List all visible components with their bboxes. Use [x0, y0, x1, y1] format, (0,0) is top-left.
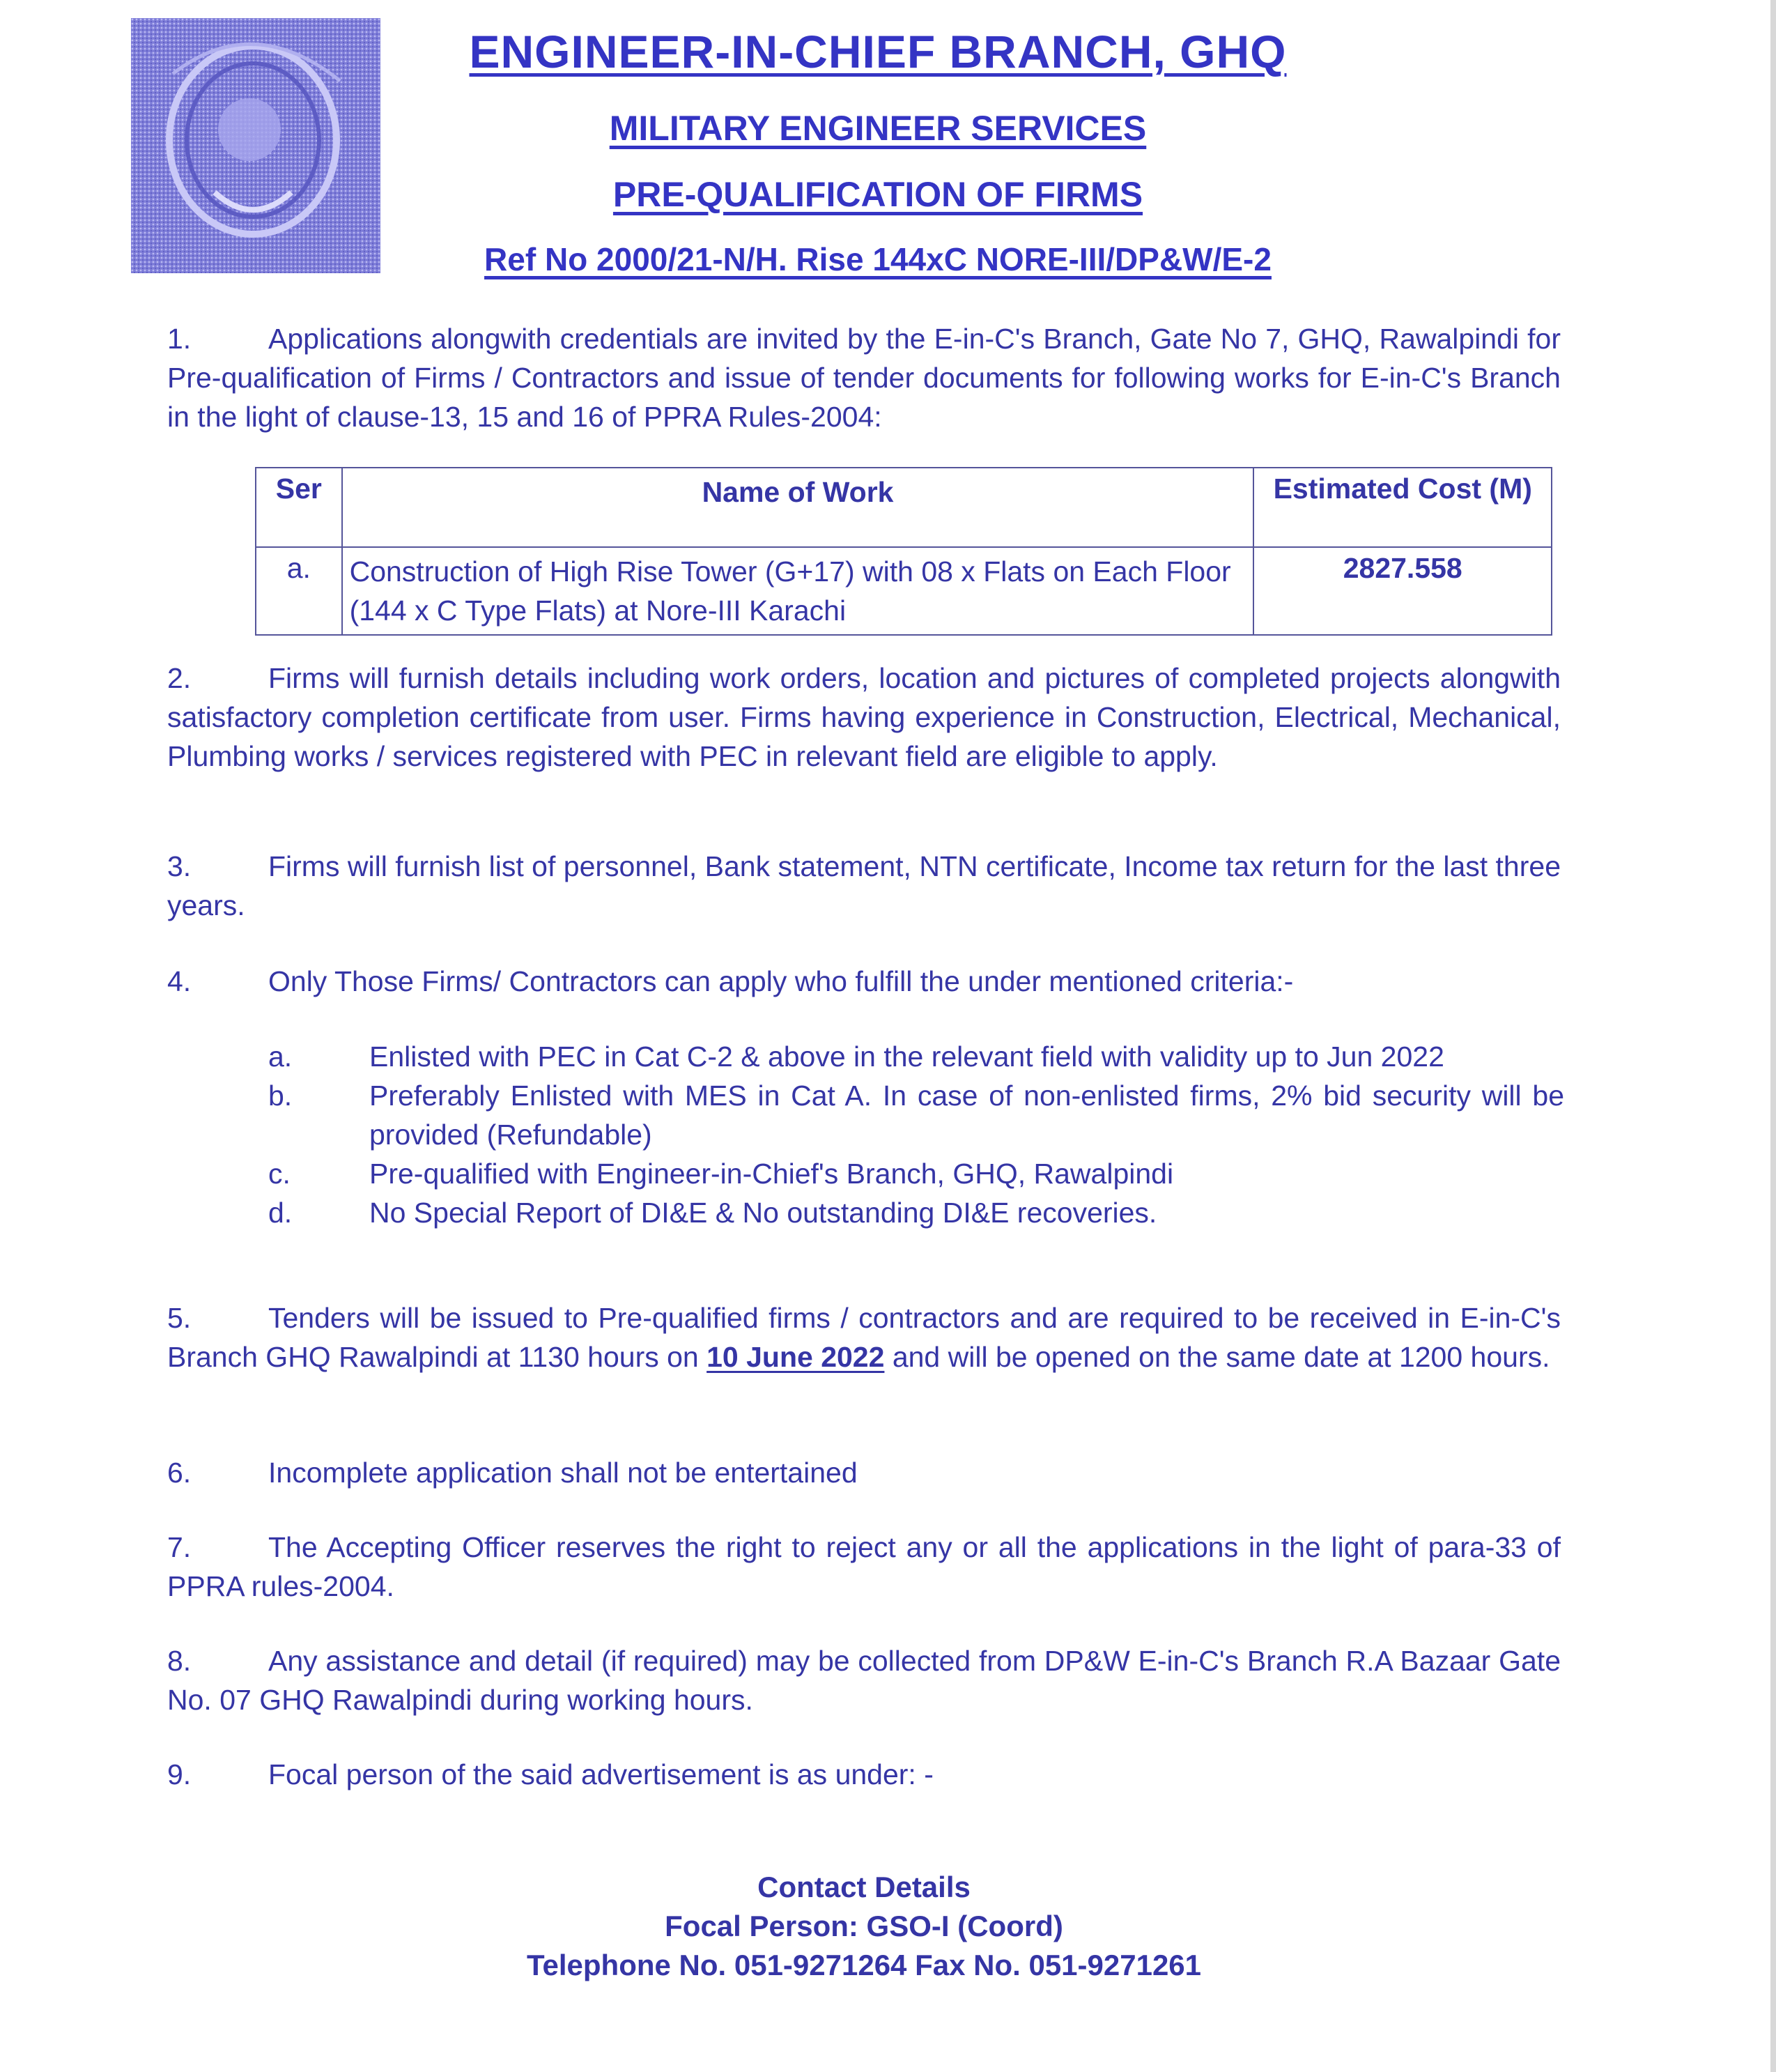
paragraph-number: 3. — [167, 850, 192, 882]
list-letter: d. — [268, 1197, 293, 1229]
paragraph-text-end: and will be opened on the same date at 1200 hours. — [884, 1341, 1550, 1373]
list-letter: a. — [268, 1041, 293, 1073]
paragraph-number: 5. — [167, 1302, 192, 1334]
focal-person: Focal Person: GSO-I (Coord) — [665, 1910, 1063, 1942]
list-text: No Special Report of DI&E & No outstanding DI&E recoveries. — [369, 1197, 1157, 1229]
list-text: Enlisted with PEC in Cat C-2 & above in the relevant field with validity up to Jun 2022 — [369, 1041, 1444, 1073]
cell-name-of-work: Construction of High Rise Tower (G+17) with 08 x Flats on Each Floor (144 x C Type Flats) at Nore-III Karachi — [342, 547, 1254, 635]
telephone-fax: Telephone No. 051-9271264 Fax No. 051-9271261 — [526, 1949, 1202, 1981]
paragraph-number: 4. — [167, 965, 192, 997]
paragraph-text: Tenders will be issued to Pre-qualified firms / contractors and are required to be received in E-in-C's Branch GHQ Rawalpindi at 1130 hours on — [167, 1302, 1561, 1373]
paragraph-text: Only Those Firms/ Contractors can apply who fulfill the under mentioned criteria:- — [268, 965, 1294, 997]
paragraph-text: Firms will furnish details including work orders, location and pictures of completed projects alongwith satisfactory completion certificate from user. Firms having experience in Construction, Electrical, Mechanical, Plumbing works / services registered with PEC in relevant field are eligible to apply. — [167, 662, 1561, 772]
list-item — [268, 1037, 1564, 1076]
header-ser: Ser — [256, 468, 342, 547]
cell-estimated-cost: 2827.558 — [1253, 547, 1552, 635]
contact-title: Contact Details — [757, 1871, 971, 1903]
paragraph-9 — [167, 1755, 1561, 1794]
paragraph-4 — [167, 962, 1561, 1001]
notice-title: PRE-QUALIFICATION OF FIRMS — [612, 175, 1143, 214]
paragraph-8 — [167, 1641, 1561, 1719]
paragraph-text: Any assistance and detail (if required) may be collected from DP&W E-in-C's Branch R.A Bazaar Gate No. 07 GHQ Rawalpindi during working hours. — [167, 1645, 1561, 1716]
paragraph-text: Focal person of the said advertisement is as under: - — [268, 1758, 934, 1790]
paragraph-text: Firms will furnish list of personnel, Bank statement, NTN certificate, Income tax return for the last three years. — [167, 850, 1561, 921]
paragraph-text: Applications alongwith credentials are invited by the E-in-C's Branch, Gate No 7, GHQ, Rawalpindi for Pre-qualification of Firms / Contractors and issue of tender documents for following works for E-in-C's Branch in the light of clause-13, 15 and 16 of PPRA Rules-2004: — [167, 323, 1561, 433]
paragraph-1 — [167, 319, 1561, 436]
table-row — [256, 547, 1552, 635]
list-letter: c. — [268, 1158, 291, 1190]
table-header-row — [256, 468, 1552, 547]
paragraph-number: 1. — [167, 323, 192, 355]
paragraph-number: 9. — [167, 1758, 192, 1790]
cell-ser: a. — [256, 547, 342, 635]
paragraph-5 — [167, 1298, 1561, 1376]
paragraph-7 — [167, 1528, 1561, 1606]
ghq-seal-logo — [131, 18, 380, 273]
list-item — [268, 1076, 1564, 1154]
service-title: MILITARY ENGINEER SERVICES — [609, 109, 1147, 148]
reference-number: Ref No 2000/21-N/H. Rise 144xC NORE-III/DP&W/E-2 — [484, 241, 1272, 277]
paragraph-2 — [167, 659, 1561, 776]
paragraph-text: The Accepting Officer reserves the right to reject any or all the applications in the light of para-33 of PPRA rules-2004. — [167, 1531, 1561, 1602]
paragraph-number: 7. — [167, 1531, 192, 1563]
header-name-of-work: Name of Work — [342, 468, 1254, 547]
contact-details — [390, 1868, 1338, 1985]
criteria-list — [268, 1037, 1564, 1232]
branch-title: ENGINEER-IN-CHIEF BRANCH, GHQ — [469, 26, 1287, 77]
list-text: Preferably Enlisted with MES in Cat A. In case of non-enlisted firms, 2% bid security will be provided (Refundable) — [369, 1080, 1564, 1151]
header-estimated-cost: Estimated Cost (M) — [1253, 468, 1552, 547]
paragraph-text: Incomplete application shall not be entertained — [268, 1457, 858, 1489]
list-item — [268, 1154, 1564, 1193]
list-text: Pre-qualified with Engineer-in-Chief's Branch, GHQ, Rawalpindi — [369, 1158, 1174, 1190]
deadline-date: 10 June 2022 — [706, 1341, 885, 1373]
paragraph-number: 8. — [167, 1645, 192, 1677]
works-table — [255, 467, 1552, 636]
list-letter: b. — [268, 1080, 293, 1112]
paragraph-number: 2. — [167, 662, 192, 694]
scan-border — [1770, 0, 1776, 2072]
paragraph-3 — [167, 847, 1561, 925]
paragraph-number: 6. — [167, 1457, 192, 1489]
list-item — [268, 1193, 1564, 1232]
paragraph-6 — [167, 1453, 1561, 1492]
